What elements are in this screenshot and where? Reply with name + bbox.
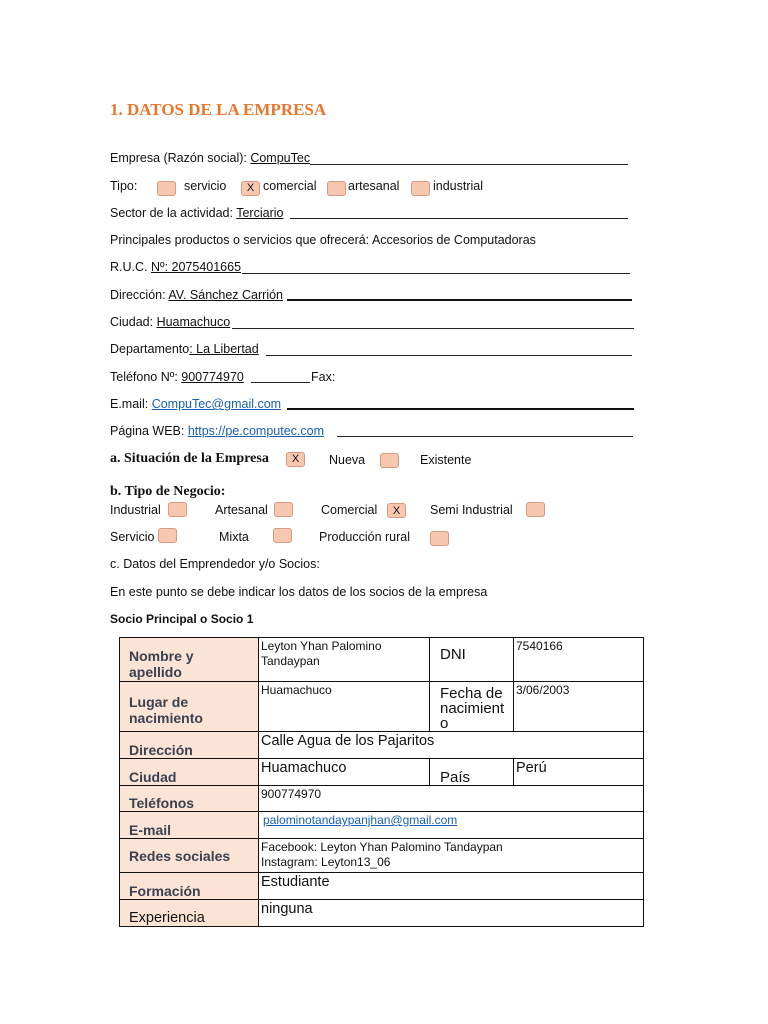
direccion-label: Dirección: <box>110 288 169 302</box>
email-table-label: E-mail <box>120 812 259 839</box>
ciudad-label: Ciudad: <box>110 315 157 329</box>
table-row <box>120 732 644 759</box>
redes-instagram: Instagram: Leyton13_06 <box>261 855 391 869</box>
negocio-produccion-rural-checkbox[interactable] <box>430 531 449 546</box>
tipo-industrial-checkbox[interactable] <box>411 181 430 196</box>
empresa-label: Empresa (Razón social): <box>110 151 251 165</box>
ciudad-table-label: Ciudad <box>120 759 259 786</box>
web-row <box>110 424 324 438</box>
table-row <box>120 873 644 900</box>
negocio-artesanal-checkbox[interactable] <box>274 502 293 517</box>
redes-facebook: Facebook: Leyton Yhan Palomino Tandaypan <box>261 840 503 854</box>
fax-label: Fax: <box>311 370 336 384</box>
ciudad-underline <box>232 328 634 329</box>
tipo-industrial-label: industrial <box>433 179 484 193</box>
negocio-semi-industrial-checkbox[interactable] <box>526 502 545 517</box>
telefono-value: 900774970 <box>181 370 244 384</box>
empresa-value: CompuTec <box>250 151 311 165</box>
redes-label: Redes sociales <box>120 839 259 873</box>
sector-underline <box>290 218 628 219</box>
web-underline <box>337 436 633 437</box>
negocio-mixta-label: Mixta <box>219 530 249 544</box>
departamento-row <box>110 342 259 356</box>
table-row <box>120 682 644 732</box>
dni-label: DNI <box>430 638 514 682</box>
table-row <box>120 839 644 873</box>
experiencia-label: Experiencia <box>120 900 259 927</box>
dni-value: 7540166 <box>514 638 644 682</box>
negocio-industrial-label: Industrial <box>110 503 161 517</box>
emprendedor-title: c. Datos del Emprendedor y/o Socios: <box>110 557 320 571</box>
ruc-value: Nº: 2075401665 <box>150 260 242 274</box>
departamento-underline <box>266 355 632 356</box>
tipo-artesanal-checkbox[interactable] <box>327 181 346 196</box>
table-row <box>120 638 644 682</box>
negocio-industrial-checkbox[interactable] <box>168 502 187 517</box>
table-row <box>120 759 644 786</box>
redes-cell <box>259 839 644 873</box>
section-heading: 1. DATOS DE LA EMPRESA <box>110 100 327 119</box>
negocio-semi-industrial-label: Semi Industrial <box>430 503 513 517</box>
ruc-underline <box>242 273 630 274</box>
tipo-servicio-checkbox[interactable] <box>157 181 176 196</box>
lugar-label: Lugar de nacimiento <box>120 682 259 732</box>
telefono-underline <box>251 382 310 383</box>
direccion-table-value: Calle Agua de los Pajaritos <box>259 732 644 759</box>
ciudad-row <box>110 315 230 329</box>
socio-email-link[interactable]: palominotandaypanjhan@gmail.com <box>263 813 458 827</box>
negocio-produccion-rural-label: Producción rural <box>319 530 411 544</box>
web-label: Página WEB: <box>110 424 188 438</box>
situacion-existente-label: Existente <box>420 453 472 467</box>
telefonos-value: 900774970 <box>259 786 644 812</box>
socio-table <box>119 637 644 927</box>
departamento-value: : La Libertad <box>189 342 259 356</box>
telefono-row <box>110 370 244 384</box>
negocio-label: b. Tipo de Negocio: <box>110 484 226 499</box>
web-link[interactable]: https://pe.computec.com <box>187 424 325 438</box>
empresa-row <box>110 151 310 165</box>
ciudad-value: Huamachuco <box>156 315 231 329</box>
telefonos-label: Teléfonos <box>120 786 259 812</box>
direccion-row <box>110 288 283 302</box>
direccion-value: AV. Sánchez Carrión <box>168 288 284 302</box>
fecha-value: 3/06/2003 <box>514 682 644 732</box>
email-row <box>110 397 281 411</box>
experiencia-value: ninguna <box>259 900 644 927</box>
situacion-label: a. Situación de la Empresa <box>110 451 269 466</box>
email-label: E.mail: <box>110 397 152 411</box>
emprendedor-note: En este punto se debe indicar los datos de los socios de la empresa <box>110 585 488 599</box>
pais-label: País <box>430 759 514 786</box>
formacion-label: Formación <box>120 873 259 900</box>
email-link[interactable]: CompuTec@gmail.com <box>151 397 282 411</box>
table-row <box>120 812 644 839</box>
tipo-label: Tipo: <box>110 179 138 193</box>
situacion-checkbox-1[interactable]: X <box>286 452 305 467</box>
direccion-table-label: Dirección <box>120 732 259 759</box>
sector-value: Terciario <box>236 206 284 220</box>
direccion-underline <box>287 299 632 301</box>
pais-value: Perú <box>514 759 644 786</box>
productos-text: Principales productos o servicios que ofrecerá: Accesorios de Computadoras <box>110 233 536 247</box>
ruc-label: R.U.C. <box>110 260 151 274</box>
fecha-label: Fecha de nacimient o <box>430 682 514 732</box>
empresa-underline <box>310 164 628 165</box>
socio-title: Socio Principal o Socio 1 <box>110 612 254 626</box>
tipo-comercial-checkbox[interactable]: X <box>241 181 260 196</box>
sector-label: Sector de la actividad: <box>110 206 237 220</box>
negocio-mixta-checkbox[interactable] <box>273 528 292 543</box>
ruc-row <box>110 260 241 274</box>
email-underline <box>287 408 634 410</box>
telefono-label: Teléfono Nº: <box>110 370 182 384</box>
lugar-value: Huamachuco <box>259 682 430 732</box>
sector-row <box>110 206 283 220</box>
table-row <box>120 786 644 812</box>
negocio-servicio-label: Servicio <box>110 530 155 544</box>
negocio-comercial-checkbox[interactable]: X <box>387 503 406 518</box>
tipo-comercial-label: comercial <box>263 179 317 193</box>
ciudad-table-value: Huamachuco <box>259 759 430 786</box>
formacion-value: Estudiante <box>259 873 644 900</box>
tipo-artesanal-label: artesanal <box>348 179 400 193</box>
negocio-artesanal-label: Artesanal <box>215 503 268 517</box>
email-table-cell <box>259 812 644 839</box>
situacion-nueva-label: Nueva <box>329 453 366 467</box>
nombre-value: Leyton Yhan Palomino Tandaypan <box>259 638 430 682</box>
negocio-comercial-label: Comercial <box>321 503 378 517</box>
departamento-label: Departamento <box>110 342 190 356</box>
situacion-nueva-checkbox[interactable] <box>380 453 399 468</box>
negocio-servicio-checkbox[interactable] <box>158 528 177 543</box>
nombre-label: Nombre y apellido <box>120 638 259 682</box>
tipo-servicio-label: servicio <box>184 179 227 193</box>
table-row <box>120 900 644 927</box>
